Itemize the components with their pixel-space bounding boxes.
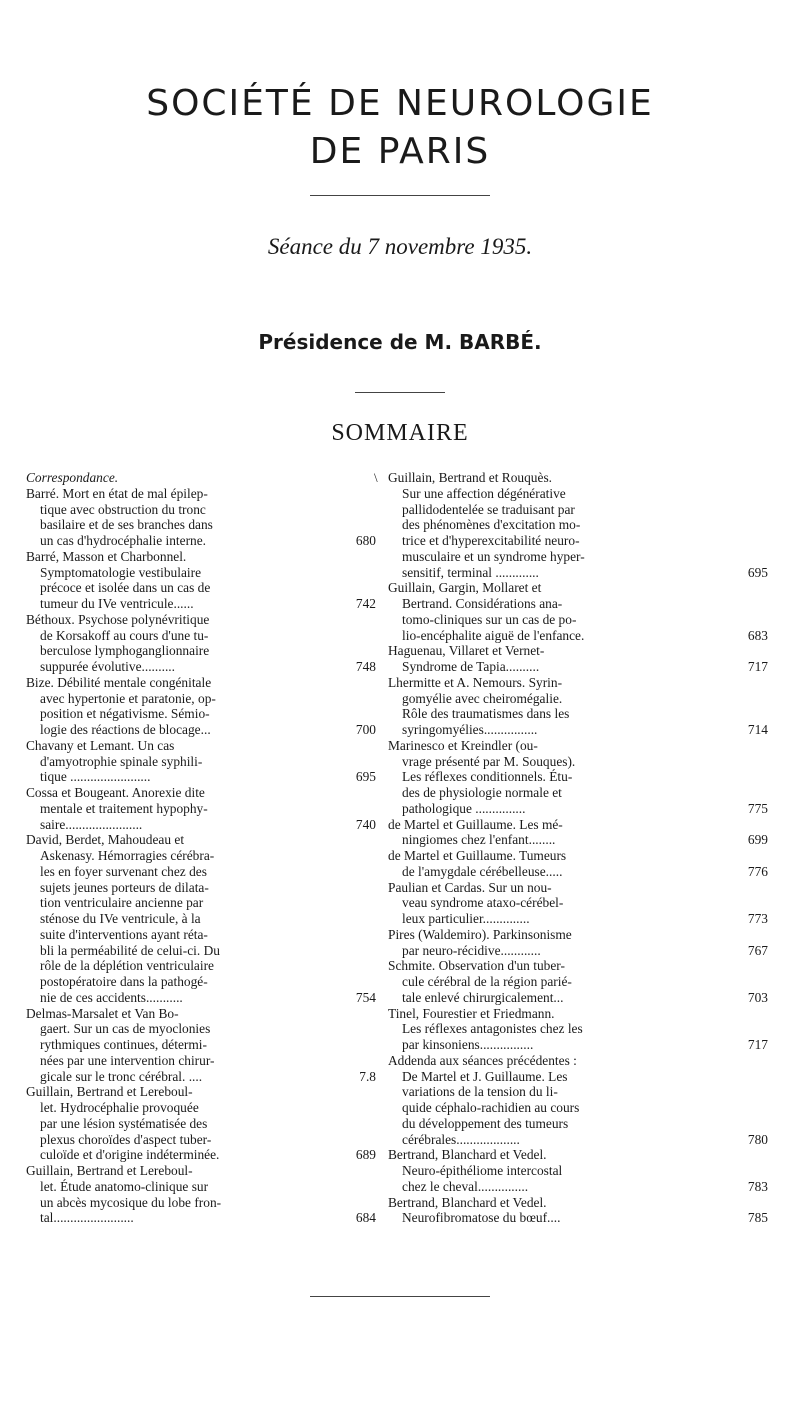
entry-text: Béthoux. Psychose polynévritique (26, 611, 210, 627)
entry-text: des de physiologie normale et (402, 785, 562, 800)
entry-text: Schmite. Observation d'un tuber- (388, 958, 565, 974)
entry-line (26, 596, 376, 612)
entry-line (26, 565, 376, 581)
summary-entry (388, 738, 768, 817)
entry-text: rythmiques continues, détermi- (40, 1037, 207, 1052)
entry-line (388, 1132, 768, 1148)
entry-line (388, 911, 768, 927)
entry-line (388, 1037, 768, 1053)
entry-text: ningiomes chez l'enfant........ (402, 832, 556, 848)
title-divider (310, 195, 490, 196)
entry-line (26, 1132, 376, 1148)
summary-right-column (388, 470, 768, 1226)
entry-line (388, 628, 768, 644)
entry-line (26, 691, 376, 707)
entry-text: basilaire et de ses branches dans (40, 517, 213, 533)
summary-entry (388, 470, 768, 580)
entry-text: Bertrand, Blanchard et Vedel. (388, 1147, 547, 1163)
entry-line (26, 832, 376, 848)
entry-line (388, 1084, 768, 1100)
entry-text: suppurée évolutive.......... (40, 659, 175, 674)
entry-line (26, 1006, 376, 1022)
entry-text: Pires (Waldemiro). Parkinsonisme (388, 926, 572, 942)
entry-line (26, 754, 376, 770)
summary-heading: SOMMAIRE (331, 420, 469, 446)
entry-text: De Martel et J. Guillaume. Les (402, 1068, 568, 1084)
entry-text: David, Berdet, Mahoudeau et (26, 832, 185, 848)
entry-line (26, 801, 376, 817)
entry-line (388, 612, 768, 628)
entry-page-number: 684 (355, 1210, 376, 1226)
entry-text: de l'amygdale cérébelleuse..... (402, 863, 563, 879)
entry-line (388, 1195, 768, 1211)
summary-entry (388, 817, 768, 849)
summary-entry (388, 1195, 768, 1227)
entry-line (26, 738, 376, 754)
entry-line (388, 927, 768, 943)
society-title-line2: DE PARIS (309, 131, 491, 172)
entry-line (26, 517, 376, 533)
entry-page-number: 695 (747, 564, 768, 580)
entry-text: musculaire et un syndrome hyper- (402, 548, 585, 564)
entry-line (388, 1210, 768, 1226)
entry-line (388, 1053, 768, 1069)
entry-line (388, 817, 768, 833)
entry-text: un abcès mycosique du lobe fron- (40, 1194, 222, 1210)
entry-text: gomyélie avec cheiromégalie. (402, 690, 563, 706)
entry-line (26, 1116, 376, 1132)
summary-entry (388, 580, 768, 643)
entry-text: lio-encéphalite aiguë de l'enfance. (402, 627, 585, 643)
summary-entry (388, 958, 768, 1005)
entry-text: Syndrome de Tapia.......... (402, 659, 540, 674)
entry-page-number: 7.8 (359, 1068, 376, 1084)
entry-text: par une lésion systématisée des (40, 1115, 208, 1131)
entry-line (26, 927, 376, 943)
entry-page-number: 717 (747, 1037, 768, 1052)
entry-text: des phénomènes d'excitation mo- (402, 517, 581, 533)
entry-line (26, 990, 376, 1006)
entry-line (26, 1100, 376, 1116)
entry-line (388, 1116, 768, 1132)
entry-text: tal........................ (40, 1210, 134, 1226)
entry-line (26, 848, 376, 864)
entry-page-number: 785 (747, 1210, 768, 1226)
entry-line (388, 691, 768, 707)
summary-left-column (26, 470, 376, 1226)
entry-line (388, 895, 768, 911)
entry-page-number: 683 (747, 627, 768, 643)
entry-text: Chavany et Lemant. Un cas (26, 737, 175, 753)
entry-line (388, 1006, 768, 1022)
entry-text: Guillain, Bertrand et Lereboul- (26, 1163, 193, 1178)
entry-text: d'amyotrophie spinale syphili- (40, 753, 203, 769)
entry-text: nées par une intervention chirur- (40, 1052, 215, 1068)
entry-text: par neuro-récidive............ (402, 942, 541, 958)
entry-line (26, 1195, 376, 1211)
entry-text: Symptomatologie vestibulaire (40, 564, 202, 580)
entry-text: Sur une affection dégénérative (402, 485, 566, 501)
summary-entry (388, 1053, 768, 1148)
entry-line (26, 1037, 376, 1053)
entry-page-number: 754 (355, 989, 376, 1005)
entry-text: leux particulier.............. (402, 911, 530, 926)
entry-page-number: 776 (747, 863, 768, 879)
entry-line (26, 895, 376, 911)
entry-text: cérébrales................... (402, 1131, 520, 1147)
entry-page-number: 714 (747, 722, 768, 737)
entry-text: de Martel et Guillaume. Tumeurs (388, 848, 567, 863)
entry-text: tale enlevé chirurgicalement... (402, 989, 564, 1005)
entry-line (388, 1147, 768, 1163)
entry-text: Bertrand. Considérations ana- (402, 596, 563, 611)
entry-line (26, 1179, 376, 1195)
summary-entry (388, 1006, 768, 1053)
presidency-divider (355, 392, 445, 393)
entry-page-number: 700 (355, 722, 376, 737)
entry-text: pallidodentelée se traduisant par (402, 501, 575, 517)
summary-entry (388, 675, 768, 738)
entry-line (388, 486, 768, 502)
entry-page-number: 742 (355, 596, 376, 611)
entry-page-number: 780 (747, 1131, 768, 1147)
entry-line (26, 643, 376, 659)
entry-page-number: 717 (747, 659, 768, 674)
entry-line (26, 943, 376, 959)
entry-text: cule cérébral de la région parié- (402, 974, 572, 989)
entry-page-number: 775 (747, 800, 768, 816)
entry-line (26, 1021, 376, 1037)
summary-entry (26, 738, 376, 785)
entry-text: Guillain, Bertrand et Lereboul- (26, 1084, 193, 1100)
entry-page-number: 680 (355, 533, 376, 548)
entry-text: Barré, Masson et Charbonnel. (26, 548, 187, 564)
entry-line (26, 1147, 376, 1163)
entry-page-number: 773 (747, 911, 768, 926)
summary-entry (26, 1163, 376, 1226)
summary-entry (388, 1147, 768, 1194)
entry-line (26, 628, 376, 644)
entry-line (26, 1069, 376, 1085)
entry-text: Lhermitte et A. Nemours. Syrin- (388, 674, 563, 690)
entry-line (388, 549, 768, 565)
entry-text: postopératoire dans la pathogé- (40, 974, 208, 989)
entry-text: culoïde et d'origine indéterminée. (40, 1147, 220, 1163)
entry-line (388, 659, 768, 675)
entry-line (388, 801, 768, 817)
entry-page-number: 740 (355, 816, 376, 832)
entry-line (388, 1100, 768, 1116)
entry-text: Guillain, Bertrand et Rouquès. (388, 470, 553, 485)
entry-text: chez le cheval............... (402, 1178, 529, 1194)
entry-line (388, 958, 768, 974)
entry-text: tion ventriculaire ancienne par (40, 895, 204, 911)
summary-entry (26, 612, 376, 675)
entry-line (26, 1163, 376, 1179)
entry-line (388, 706, 768, 722)
entry-text: quide céphalo-rachidien au cours (402, 1100, 580, 1115)
entry-page-number: 748 (355, 659, 376, 674)
summary-entry (26, 832, 376, 1005)
entry-text: bli la perméabilité de celui-ci. Du (40, 942, 220, 958)
entry-text: Les réflexes antagonistes chez les (402, 1021, 583, 1037)
entry-text: tique ........................ (40, 769, 151, 785)
entry-line (26, 958, 376, 974)
entry-line (388, 580, 768, 596)
entry-text: Marinesco et Kreindler (ou- (388, 737, 538, 753)
entry-text: Tinel, Fourestier et Friedmann. (388, 1005, 555, 1021)
entry-line (388, 943, 768, 959)
entry-line (388, 1163, 768, 1179)
entry-line (388, 1069, 768, 1085)
entry-line (26, 1210, 376, 1226)
entry-text: précoce et isolée dans un cas de (40, 580, 211, 596)
entry-text: sujets jeunes porteurs de dilata- (40, 879, 209, 895)
entry-text: syringomyélies................ (402, 722, 538, 737)
entry-line (388, 974, 768, 990)
entry-text: tique avec obstruction du tronc (40, 501, 206, 517)
entry-line (26, 486, 376, 502)
entry-text: un cas d'hydrocéphalie interne. (40, 533, 207, 548)
entry-text: sténose du IVe ventricule, à la (40, 911, 201, 926)
entry-line (26, 785, 376, 801)
entry-text: let. Hydrocéphalie provoquée (40, 1100, 199, 1115)
entry-text: Delmas-Marsalet et Van Bo- (26, 1005, 179, 1021)
entry-line (26, 1084, 376, 1100)
entry-line (388, 502, 768, 518)
entry-text: pathologique ............... (402, 800, 526, 816)
entry-page-number: 703 (747, 989, 768, 1005)
entry-text: Bize. Débilité mentale congénitale (26, 674, 212, 690)
entry-text: Neurofibromatose du bœuf.... (402, 1210, 561, 1226)
entry-line (26, 659, 376, 675)
entry-text: Les réflexes conditionnels. Étu- (402, 769, 573, 785)
entry-line (388, 517, 768, 533)
entry-line (388, 880, 768, 896)
entry-text: rôle de la déplétion ventriculaire (40, 958, 214, 974)
entry-line (26, 880, 376, 896)
summary-entry (26, 785, 376, 832)
entry-text: du développement des tumeurs (402, 1115, 569, 1131)
entry-line (388, 769, 768, 785)
entry-line (388, 596, 768, 612)
summary-entry (388, 927, 768, 959)
society-title-line1: SOCIÉTÉ DE NEUROLOGIE (146, 83, 654, 124)
entry-text: gaert. Sur un cas de myoclonies (40, 1021, 211, 1037)
entry-text: Guillain, Gargin, Mollaret et (388, 580, 542, 596)
entry-line (26, 533, 376, 549)
entry-text: trice et d'hyperexcitabilité neuro- (402, 533, 580, 548)
entry-text: Askenasy. Hémorragies cérébra- (40, 848, 215, 863)
entry-text: les en foyer survenant chez des (40, 863, 207, 879)
entry-line (388, 643, 768, 659)
entry-line (26, 549, 376, 565)
entry-text: avec hypertonie et paratonie, op- (40, 690, 216, 706)
entry-text: mentale et traitement hypophy- (40, 800, 208, 816)
entry-line (388, 785, 768, 801)
entry-line (388, 722, 768, 738)
left-entries-list (26, 486, 376, 1226)
entry-text: nie de ces accidents........... (40, 989, 183, 1005)
entry-line (388, 738, 768, 754)
summary-entry (26, 675, 376, 738)
entry-text: Barré. Mort en état de mal épilep- (26, 485, 208, 501)
entry-line (388, 470, 768, 486)
entry-line (388, 565, 768, 581)
summary-entry (26, 1006, 376, 1085)
summary-entry (388, 643, 768, 675)
entry-line (388, 533, 768, 549)
entry-text: de Korsakoff au cours d'une tu- (40, 627, 209, 643)
bottom-divider (310, 1296, 490, 1297)
summary-entry (26, 1084, 376, 1163)
right-entries-list (388, 470, 768, 1226)
entry-text: vrage présenté par M. Souques). (402, 753, 576, 769)
entry-text: Paulian et Cardas. Sur un nou- (388, 879, 552, 895)
entry-line (388, 1179, 768, 1195)
entry-text: logie des réactions de blocage... (40, 722, 211, 737)
entry-line (26, 722, 376, 738)
entry-line (26, 817, 376, 833)
summary-entry (388, 880, 768, 927)
entry-text: tumeur du IVe ventricule...... (40, 596, 194, 611)
correspondence-heading: Correspondance. (26, 470, 119, 485)
entry-line (388, 832, 768, 848)
entry-line (26, 502, 376, 518)
summary-entry (388, 848, 768, 880)
entry-text: Addenda aux séances précédentes : (388, 1052, 577, 1068)
session-date: Séance du 7 novembre 1935. (267, 234, 533, 259)
entry-page-number: 695 (355, 769, 376, 785)
entry-text: suite d'interventions ayant réta- (40, 926, 208, 942)
entry-line (26, 864, 376, 880)
entry-text: saire....................... (40, 816, 143, 832)
entry-page-number: 767 (747, 942, 768, 958)
entry-text: position et négativisme. Sémio- (40, 706, 210, 722)
summary-entry (26, 486, 376, 549)
entry-text: berculose lymphoganglionnaire (40, 643, 210, 659)
entry-line (26, 769, 376, 785)
entry-line (26, 580, 376, 596)
entry-text: variations de la tension du li- (402, 1084, 558, 1100)
entry-line (26, 706, 376, 722)
entry-page-number: 689 (355, 1147, 376, 1163)
entry-line (388, 864, 768, 880)
entry-line (388, 1021, 768, 1037)
entry-text: tomo-cliniques sur un cas de po- (402, 611, 577, 627)
margin-mark: \ (374, 470, 378, 485)
entry-text: Bertrand, Blanchard et Vedel. (388, 1194, 547, 1210)
entry-line (388, 848, 768, 864)
entry-line (26, 612, 376, 628)
entry-text: plexus choroïdes d'aspect tuber- (40, 1131, 212, 1147)
entry-page-number: 783 (747, 1178, 768, 1194)
entry-line (26, 911, 376, 927)
entry-text: Cossa et Bougeant. Anorexie dite (26, 785, 205, 800)
entry-text: let. Étude anatomo-clinique sur (40, 1178, 209, 1194)
entry-text: Haguenau, Villaret et Vernet- (388, 643, 545, 659)
entry-text: Rôle des traumatismes dans les (402, 706, 570, 722)
entry-text: par kinsoniens................ (402, 1037, 534, 1052)
entry-line (26, 974, 376, 990)
entry-text: gicale sur le tronc cérébral. .... (40, 1068, 203, 1084)
entry-line (26, 1053, 376, 1069)
entry-text: veau syndrome ataxo-cérébel- (402, 895, 564, 911)
entry-text: sensitif, terminal ............. (402, 564, 539, 580)
entry-page-number: 699 (747, 832, 768, 848)
entry-text: Neuro-épithéliome intercostal (402, 1163, 563, 1178)
entry-text: de Martel et Guillaume. Les mé- (388, 816, 563, 832)
entry-line (388, 990, 768, 1006)
entry-line (388, 754, 768, 770)
entry-line (388, 675, 768, 691)
entry-line (26, 675, 376, 691)
presidency-line: Présidence de M. BARBÉ. (258, 330, 542, 354)
summary-entry (26, 549, 376, 612)
